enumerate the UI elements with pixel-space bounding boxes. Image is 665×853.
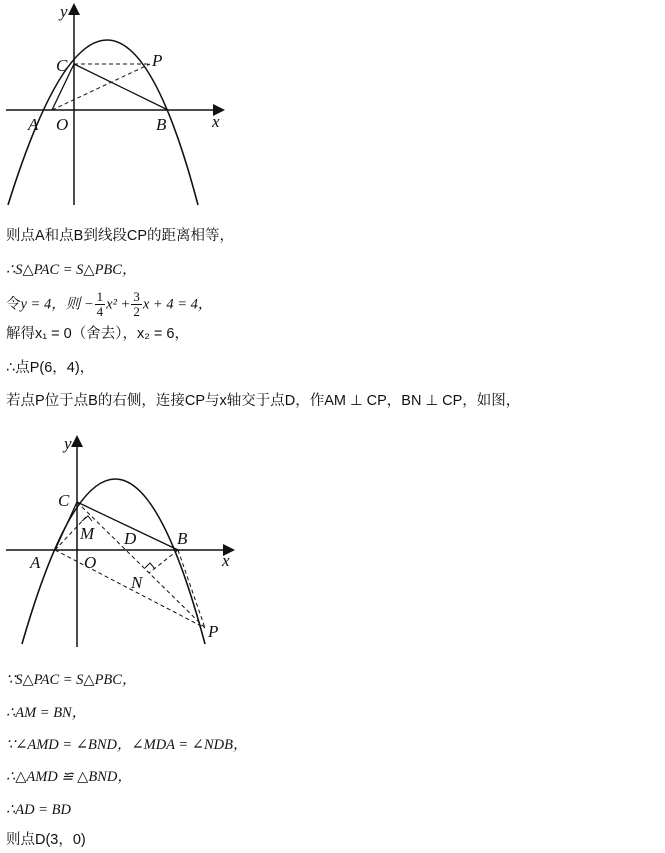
text-line-11-content: ∴AD = BD — [6, 802, 71, 818]
fraction-2-den: 2 — [133, 304, 140, 319]
text-line-7-content: ∵S△PAC = S△PBC， — [6, 672, 137, 688]
text-line-5: ∴点P(6，4)， — [6, 360, 95, 376]
fraction-1-num: 1 — [96, 289, 104, 304]
label-b: B — [177, 529, 188, 548]
label-a: A — [28, 115, 39, 134]
label-p: P — [152, 51, 163, 70]
text-line-3-b: x² + — [106, 296, 131, 313]
label-a: A — [30, 553, 41, 572]
figure-2-parabola-graph — [0, 432, 270, 652]
fraction-1 — [95, 290, 106, 319]
text-line-2 — [6, 260, 136, 280]
text-line-12: 则点D(3，0) — [6, 832, 86, 848]
label-c: C — [58, 491, 70, 510]
label-o: O — [56, 115, 69, 134]
text-line-11 — [6, 800, 71, 820]
text-line-7 — [6, 670, 136, 690]
fraction-2-num: 3 — [133, 289, 140, 304]
text-line-4: 解得x₁ = 0（舍去），x₂ = 6， — [6, 326, 189, 342]
right-angle-n — [145, 563, 155, 569]
label-p: P — [208, 622, 219, 641]
label-c: C — [56, 56, 68, 75]
parabola-curve — [22, 479, 205, 644]
text-line-10-content: ∴△AMD ≌ △BND， — [6, 769, 132, 785]
fraction-1-den: 4 — [96, 304, 104, 319]
label-n: N — [131, 573, 143, 592]
text-line-3-c: x + 4 = 4， — [142, 296, 213, 313]
fraction-2 — [131, 290, 142, 319]
text-line-3 — [6, 290, 212, 319]
text-line-6: 若点P位于点B的右侧，连接CP与x轴交于点D，作AM ⊥ CP，BN ⊥ CP，如图， — [6, 393, 521, 409]
segment-bn — [149, 550, 178, 573]
text-line-9 — [6, 735, 247, 755]
label-x: x — [222, 551, 230, 570]
text-line-8 — [6, 703, 86, 723]
text-line-2-content: ∴S△PAC = S△PBC， — [6, 262, 137, 278]
text-line-1: 则点A和点B到线段CP的距离相等， — [6, 228, 234, 244]
segment-cb — [74, 64, 168, 110]
text-line-3-a: y = 4，则 − — [20, 296, 94, 313]
label-d: D — [124, 529, 137, 548]
figure-1-parabola-graph — [0, 0, 260, 210]
label-o: O — [84, 553, 97, 572]
label-x: x — [212, 112, 220, 131]
text-line-3-prefix: 令 — [6, 296, 21, 313]
text-line-9-content: ∵∠AMD = ∠BND，∠MDA = ∠NDB， — [6, 737, 248, 753]
label-y: y — [64, 434, 72, 453]
text-line-8-content: ∴AM = BN， — [6, 705, 87, 721]
label-m: M — [80, 524, 95, 543]
label-y: y — [60, 2, 68, 21]
right-angle-m — [82, 516, 92, 521]
label-b: B — [156, 115, 167, 134]
text-line-10 — [6, 767, 132, 787]
